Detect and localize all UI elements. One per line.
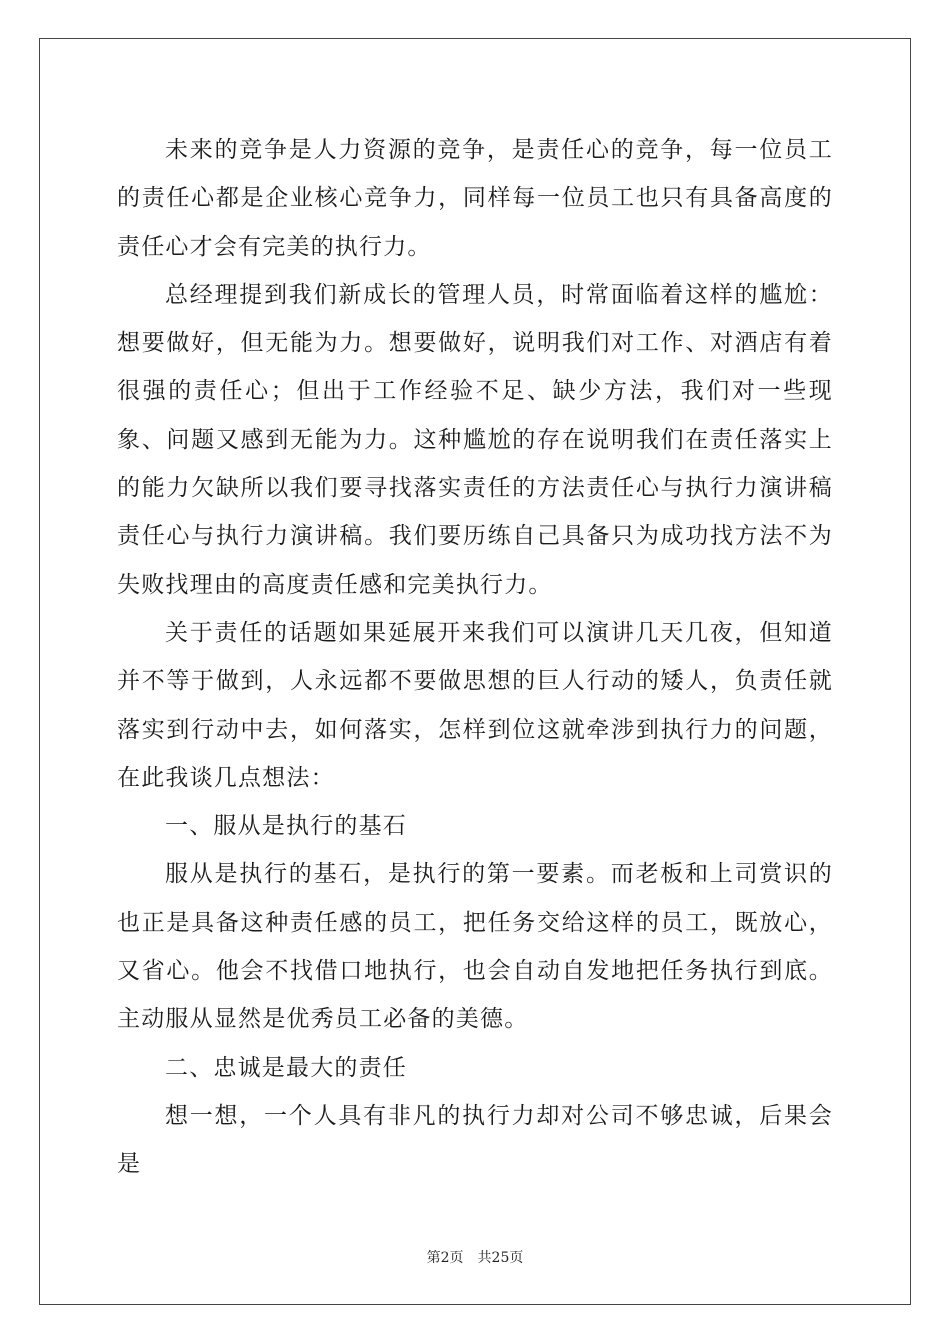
page-total: 共25页 bbox=[477, 1250, 524, 1266]
page-number: 第2页 bbox=[426, 1250, 464, 1266]
paragraph-2: 总经理提到我们新成长的管理人员，时常面临着这样的尴尬：想要做好，但无能为力。想要做好，说明我们对工作、对酒店有着很强的责任心；但出于工作经验不足、缺少方法，我们对一些现象、问题又感到无能为力。这种尴尬的存在说明我们在责任落实上的能力欠缺所以我们要寻找落实责任的方法责任心与执行力演讲稿责任心与执行力演讲稿。我们要历练自己具备只为成功找方法不为失败找理由的高度责任感和完美执行力。 bbox=[117, 281, 833, 598]
paragraph-1: 未来的竞争是人力资源的竞争，是责任心的竞争，每一位员工的责任心都是企业核心竞争力，同样每一位员工也只有具备高度的责任心才会有完美的执行力。 bbox=[117, 137, 833, 260]
heading-1: 一、服从是执行的基石 bbox=[165, 813, 407, 840]
page-footer bbox=[0, 1247, 950, 1267]
paragraph-5: 想一想，一个人具有非凡的执行力却对公司不够忠诚，后果会是 bbox=[117, 1102, 833, 1178]
paragraph-4: 服从是执行的基石，是执行的第一要素。而老板和上司赏识的也正是具备这种责任感的员工，把任务交给这样的员工，既放心，又省心。他会不找借口地执行，也会自动自发地把任务执行到底。主动服从显然是优秀员工必备的美德。 bbox=[117, 861, 833, 1033]
document-body bbox=[117, 126, 833, 1189]
paragraph-3: 关于责任的话题如果延展开来我们可以演讲几天几夜，但知道并不等于做到，人永远都不要做思想的巨人行动的矮人，负责任就落实到行动中去，如何落实，怎样到位这就牵涉到执行力的问题，在此我谈几点想法： bbox=[117, 619, 833, 791]
heading-2: 二、忠诚是最大的责任 bbox=[165, 1054, 407, 1081]
